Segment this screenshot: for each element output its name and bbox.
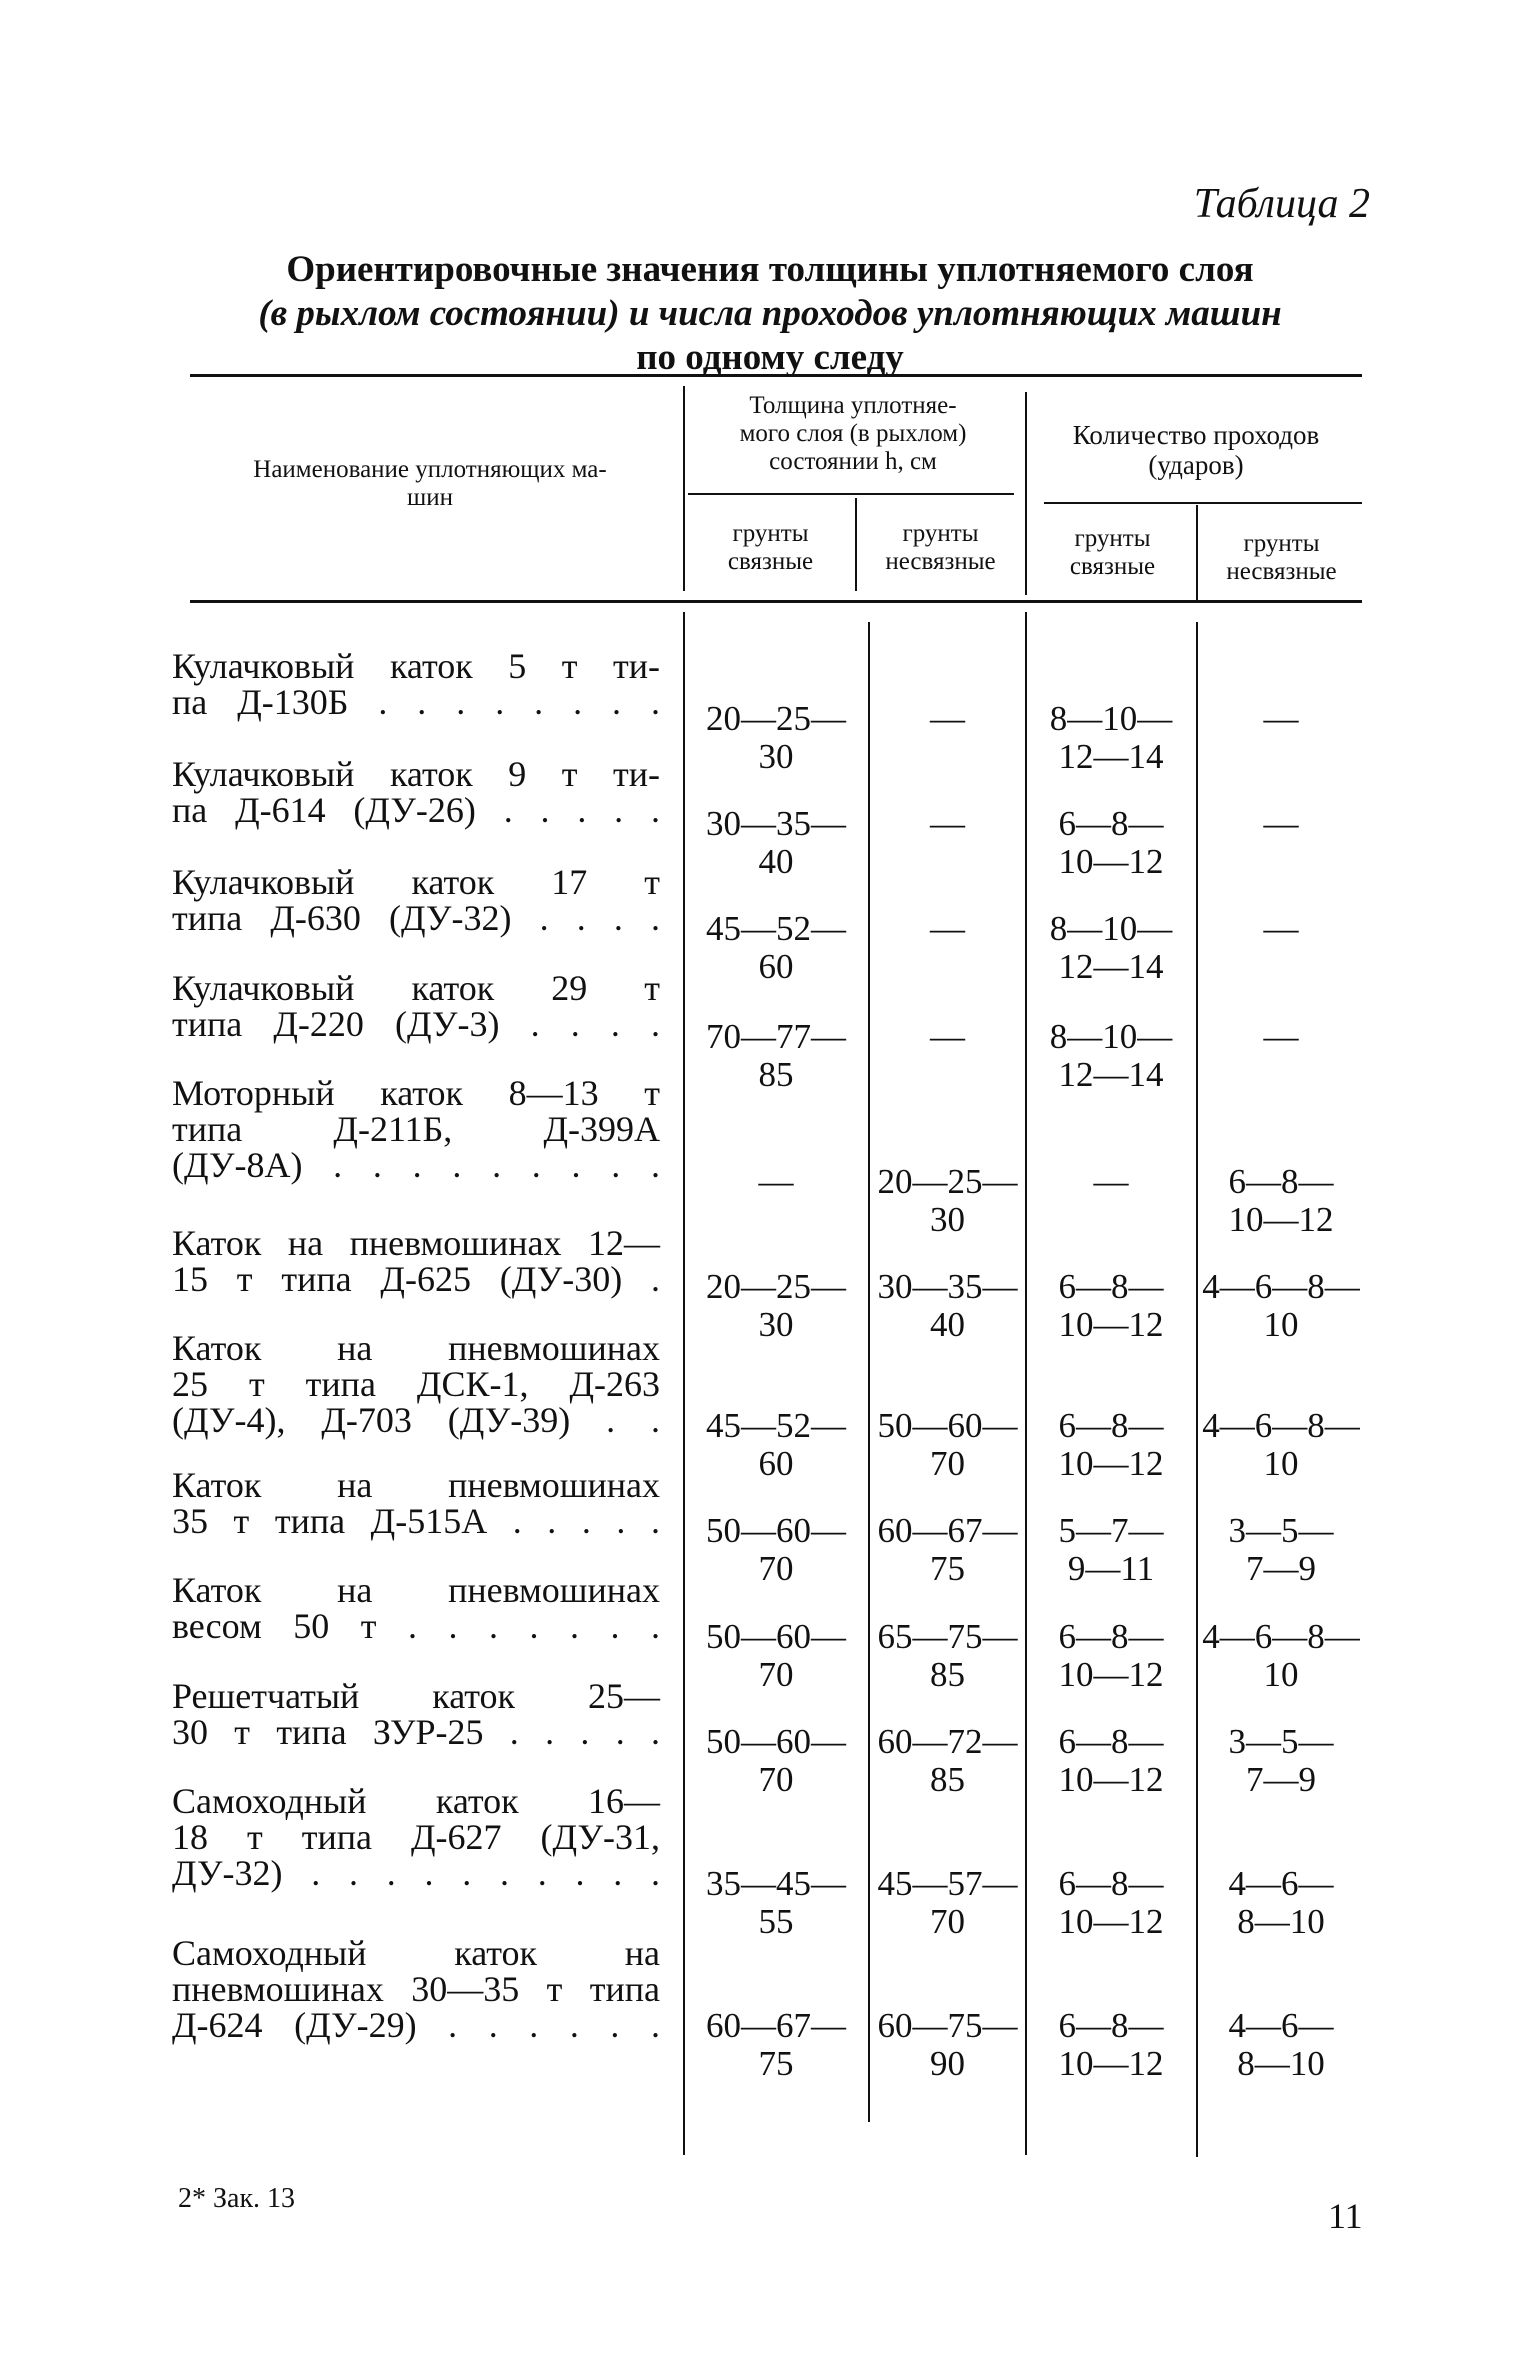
cell-thickness-cohesive bbox=[686, 1163, 866, 1201]
cell-value-line: 6—8— bbox=[1058, 1864, 1164, 1903]
machine-name-line: пневмошинах 30—35 т типа bbox=[172, 1969, 660, 2009]
cell-thickness-cohesive bbox=[686, 700, 866, 776]
cell-passes-noncohesive bbox=[1198, 1723, 1364, 1799]
cell-value-line: 60 bbox=[758, 1444, 794, 1483]
cell-value-line: 3—5— bbox=[1228, 1722, 1334, 1761]
title-line-3: по одному следу bbox=[636, 337, 904, 378]
cell-value-line: — bbox=[758, 1162, 794, 1201]
machine-name-line: Решетчатый каток 25— bbox=[172, 1676, 660, 1716]
cell-value-line: 7—9 bbox=[1246, 1760, 1316, 1799]
cell-passes-noncohesive bbox=[1198, 1268, 1364, 1344]
cell-value-line: 10—12 bbox=[1058, 1655, 1164, 1694]
cell-thickness-noncohesive bbox=[870, 2007, 1025, 2083]
machine-name-line: Самоходный каток на bbox=[172, 1933, 660, 1973]
header-thickness-cohesive bbox=[688, 520, 853, 576]
machine-name-line: Кулачковый каток 5 т ти- bbox=[172, 646, 660, 686]
machine-name-line: типа Д-630 (ДУ-32) . . . . bbox=[172, 898, 660, 938]
cell-passes-cohesive bbox=[1028, 1163, 1194, 1201]
machine-name bbox=[172, 1075, 660, 1183]
machine-name bbox=[172, 1678, 660, 1750]
machine-name-line: (ДУ-4), Д-703 (ДУ-39) . . bbox=[172, 1400, 660, 1440]
machine-name-line: Самоходный каток 16— bbox=[172, 1781, 660, 1821]
page-number: 11 bbox=[1328, 2196, 1363, 2236]
cell-value-line: 85 bbox=[930, 1760, 965, 1799]
cell-value-line: — bbox=[930, 909, 965, 948]
cell-value-line: 6—8— bbox=[1228, 1162, 1334, 1201]
cell-passes-cohesive bbox=[1028, 1407, 1194, 1483]
cell-value-line: 30 bbox=[930, 1200, 965, 1239]
machine-name bbox=[172, 756, 660, 828]
cell-thickness-cohesive bbox=[686, 1618, 866, 1694]
cell-thickness-cohesive bbox=[686, 1865, 866, 1941]
cell-thickness-cohesive bbox=[686, 1268, 866, 1344]
cell-value-line: 10—12 bbox=[1058, 2044, 1164, 2083]
table-top-rule bbox=[190, 374, 1362, 377]
cell-value-line: 8—10— bbox=[1049, 1017, 1173, 1056]
cell-passes-cohesive bbox=[1028, 1865, 1194, 1941]
passes-subheader-rule bbox=[1044, 502, 1362, 504]
cell-value-line: — bbox=[930, 1017, 965, 1056]
cell-value-line: 30 bbox=[758, 1305, 794, 1344]
cell-value-line: 60—72— bbox=[877, 1722, 1018, 1761]
cell-value-line: 6—8— bbox=[1058, 804, 1164, 843]
cell-value-line: — bbox=[930, 699, 965, 738]
header-divider-name bbox=[683, 386, 685, 591]
header-sub-line-2: связные bbox=[1069, 553, 1156, 580]
cell-value-line: 12—14 bbox=[1058, 737, 1164, 776]
cell-value-line: 60—67— bbox=[877, 1511, 1018, 1550]
cell-passes-cohesive bbox=[1028, 1512, 1194, 1588]
cell-thickness-noncohesive bbox=[870, 1163, 1025, 1239]
cell-passes-cohesive bbox=[1028, 910, 1194, 986]
machine-name-line: 30 т типа ЗУР-25 . . . . . bbox=[172, 1712, 660, 1752]
cell-thickness-noncohesive bbox=[870, 1618, 1025, 1694]
cell-value-line: 70—77— bbox=[706, 1017, 846, 1056]
cell-value-line: 30—35— bbox=[706, 804, 846, 843]
header-sub-line-1: грунты bbox=[1074, 525, 1151, 552]
header-divider-groups bbox=[1025, 392, 1027, 595]
cell-value-line: 70 bbox=[758, 1549, 794, 1588]
header-divider-thickness-sub bbox=[855, 498, 857, 591]
cell-value-line: 4—6—8— bbox=[1202, 1617, 1360, 1656]
header-sub-line-2: несвязные bbox=[885, 548, 996, 575]
cell-value-line: 55 bbox=[758, 1902, 794, 1941]
machine-name-line: па Д-130Б . . . . . . . . bbox=[172, 682, 660, 722]
machine-name-line: Кулачковый каток 29 т bbox=[172, 968, 660, 1008]
cell-passes-noncohesive bbox=[1198, 1618, 1364, 1694]
cell-value-line: 8—10 bbox=[1237, 2044, 1325, 2083]
cell-thickness-cohesive bbox=[686, 1723, 866, 1799]
header-thickness-noncohesive bbox=[858, 520, 1023, 576]
cell-value-line: 10 bbox=[1263, 1305, 1299, 1344]
machine-name-line: Каток на пневмошинах bbox=[172, 1465, 660, 1505]
cell-passes-noncohesive bbox=[1198, 910, 1364, 948]
header-thickness-line-3: состоянии h, см bbox=[769, 448, 937, 475]
cell-value-line: 65—75— bbox=[877, 1617, 1018, 1656]
cell-value-line: — bbox=[1263, 804, 1299, 843]
machine-name bbox=[172, 864, 660, 936]
cell-value-line: 60—67— bbox=[706, 2006, 846, 2045]
header-passes-group bbox=[1030, 420, 1362, 480]
cell-passes-cohesive bbox=[1028, 1618, 1194, 1694]
cell-thickness-cohesive bbox=[686, 1018, 866, 1094]
cell-value-line: 6—8— bbox=[1058, 1267, 1164, 1306]
cell-value-line: 10—12 bbox=[1228, 1200, 1334, 1239]
cell-passes-cohesive bbox=[1028, 700, 1194, 776]
machine-name-line: Каток на пневмошинах bbox=[172, 1328, 660, 1368]
cell-value-line: 6—8— bbox=[1058, 2006, 1164, 2045]
cell-passes-noncohesive bbox=[1198, 805, 1364, 843]
table-title bbox=[150, 248, 1390, 380]
machine-name bbox=[172, 1935, 660, 2043]
cell-value-line: 6—8— bbox=[1058, 1722, 1164, 1761]
header-sub-line-2: несвязные bbox=[1226, 558, 1337, 585]
machine-name-line: типа Д-211Б, Д-399А bbox=[172, 1109, 660, 1149]
cell-value-line: 70 bbox=[758, 1760, 794, 1799]
cell-passes-noncohesive bbox=[1198, 1865, 1364, 1941]
cell-value-line: 10—12 bbox=[1058, 1444, 1164, 1483]
cell-value-line: 50—60— bbox=[706, 1722, 846, 1761]
header-passes-line-2: (ударов) bbox=[1148, 450, 1244, 480]
cell-thickness-noncohesive bbox=[870, 1723, 1025, 1799]
cell-thickness-noncohesive bbox=[870, 1018, 1025, 1056]
machine-name bbox=[172, 970, 660, 1042]
machine-name-line: Кулачковый каток 9 т ти- bbox=[172, 754, 660, 794]
cell-value-line: 10—12 bbox=[1058, 1305, 1164, 1344]
cell-value-line: 4—6— bbox=[1228, 1864, 1334, 1903]
cell-value-line: — bbox=[1093, 1162, 1129, 1201]
cell-value-line: 50—60— bbox=[706, 1511, 846, 1550]
body-divider-1 bbox=[683, 612, 685, 2155]
cell-passes-cohesive bbox=[1028, 2007, 1194, 2083]
header-sub-line-2: связные bbox=[727, 548, 814, 575]
cell-thickness-noncohesive bbox=[870, 700, 1025, 738]
cell-passes-noncohesive bbox=[1198, 2007, 1364, 2083]
cell-value-line: 70 bbox=[930, 1444, 965, 1483]
cell-value-line: 85 bbox=[930, 1655, 965, 1694]
cell-thickness-noncohesive bbox=[870, 910, 1025, 948]
cell-value-line: 60 bbox=[758, 947, 794, 986]
cell-value-line: 5—7— bbox=[1058, 1511, 1164, 1550]
header-thickness-line-2: мого слоя (в рыхлом) bbox=[739, 420, 967, 447]
machine-name-line: Каток на пневмошинах 12— bbox=[172, 1223, 660, 1263]
cell-value-line: 8—10— bbox=[1049, 909, 1173, 948]
cell-passes-cohesive bbox=[1028, 1723, 1194, 1799]
cell-value-line: 30—35— bbox=[877, 1267, 1018, 1306]
table-label: Таблица 2 bbox=[1193, 181, 1370, 227]
machine-name bbox=[172, 1572, 660, 1644]
cell-value-line: 10—12 bbox=[1058, 1760, 1164, 1799]
cell-thickness-cohesive bbox=[686, 1512, 866, 1588]
cell-thickness-cohesive bbox=[686, 1407, 866, 1483]
header-divider-passes-sub bbox=[1196, 505, 1198, 600]
cell-value-line: 8—10— bbox=[1049, 699, 1173, 738]
cell-value-line: 75 bbox=[930, 1549, 965, 1588]
cell-thickness-noncohesive bbox=[870, 1512, 1025, 1588]
footer-note: 2* Зак. 13 bbox=[178, 2183, 296, 2214]
machine-name-line: 18 т типа Д-627 (ДУ-31, bbox=[172, 1817, 660, 1857]
cell-value-line: 20—25— bbox=[706, 699, 846, 738]
machine-name-line: типа Д-220 (ДУ-3) . . . . bbox=[172, 1004, 660, 1044]
cell-value-line: 10—12 bbox=[1058, 1902, 1164, 1941]
cell-value-line: 85 bbox=[758, 1055, 794, 1094]
cell-value-line: 7—9 bbox=[1246, 1549, 1316, 1588]
header-passes-cohesive bbox=[1030, 525, 1195, 581]
cell-value-line: 70 bbox=[930, 1902, 965, 1941]
header-name-line-2: шин bbox=[406, 484, 453, 511]
cell-value-line: 20—25— bbox=[706, 1267, 846, 1306]
header-passes-noncohesive bbox=[1199, 530, 1364, 586]
cell-value-line: 45—52— bbox=[706, 909, 846, 948]
cell-thickness-noncohesive bbox=[870, 805, 1025, 843]
cell-value-line: 30 bbox=[758, 737, 794, 776]
machine-name-line: (ДУ-8А) . . . . . . . . . bbox=[172, 1145, 660, 1185]
cell-thickness-noncohesive bbox=[870, 1407, 1025, 1483]
machine-name bbox=[172, 1330, 660, 1438]
cell-value-line: 75 bbox=[758, 2044, 794, 2083]
header-name-line-1: Наименование уплотняющих ма- bbox=[253, 456, 607, 483]
machine-name-line: Д-624 (ДУ-29) . . . . . . bbox=[172, 2005, 660, 2045]
cell-value-line: 10 bbox=[1263, 1655, 1299, 1694]
cell-value-line: 6—8— bbox=[1058, 1617, 1164, 1656]
header-sub-line-1: грунты bbox=[1243, 530, 1320, 557]
cell-value-line: 50—60— bbox=[706, 1617, 846, 1656]
cell-value-line: 4—6— bbox=[1228, 2006, 1334, 2045]
cell-value-line: 4—6—8— bbox=[1202, 1406, 1360, 1445]
cell-value-line: 9—11 bbox=[1067, 1549, 1155, 1588]
cell-value-line: — bbox=[930, 804, 965, 843]
cell-value-line: 40 bbox=[930, 1305, 965, 1344]
cell-thickness-noncohesive bbox=[870, 1865, 1025, 1941]
cell-passes-noncohesive bbox=[1198, 1407, 1364, 1483]
machine-name-line: Каток на пневмошинах bbox=[172, 1570, 660, 1610]
machine-name-line: Кулачковый каток 17 т bbox=[172, 862, 660, 902]
body-divider-3 bbox=[1025, 612, 1027, 2155]
cell-value-line: 45—52— bbox=[706, 1406, 846, 1445]
cell-passes-cohesive bbox=[1028, 805, 1194, 881]
machine-name-line: Моторный каток 8—13 т bbox=[172, 1073, 660, 1113]
cell-value-line: — bbox=[1263, 1017, 1299, 1056]
machine-name-line: па Д-614 (ДУ-26) . . . . . bbox=[172, 790, 660, 830]
cell-value-line: 3—5— bbox=[1228, 1511, 1334, 1550]
cell-thickness-noncohesive bbox=[870, 1268, 1025, 1344]
cell-value-line: 10—12 bbox=[1058, 842, 1164, 881]
cell-value-line: 50—60— bbox=[877, 1406, 1018, 1445]
cell-passes-noncohesive bbox=[1198, 1512, 1364, 1588]
machine-name bbox=[172, 1225, 660, 1297]
title-line-1: Ориентировочные значения толщины уплотняемого слоя bbox=[286, 249, 1254, 290]
cell-value-line: 4—6—8— bbox=[1202, 1267, 1360, 1306]
cell-passes-cohesive bbox=[1028, 1018, 1194, 1094]
machine-name-line: 15 т типа Д-625 (ДУ-30) . bbox=[172, 1259, 660, 1299]
header-passes-line-1: Количество проходов bbox=[1072, 420, 1320, 450]
cell-value-line: — bbox=[1263, 909, 1299, 948]
cell-value-line: 10 bbox=[1263, 1444, 1299, 1483]
cell-passes-noncohesive bbox=[1198, 700, 1364, 738]
cell-passes-noncohesive bbox=[1198, 1163, 1364, 1239]
cell-value-line: 90 bbox=[930, 2044, 965, 2083]
cell-value-line: 35—45— bbox=[706, 1864, 846, 1903]
machine-name-line: 35 т типа Д-515А . . . . . bbox=[172, 1501, 660, 1541]
cell-value-line: 60—75— bbox=[877, 2006, 1018, 2045]
cell-value-line: 8—10 bbox=[1237, 1902, 1325, 1941]
machine-name bbox=[172, 1783, 660, 1891]
machine-name-line: 25 т типа ДСК-1, Д-263 bbox=[172, 1364, 660, 1404]
machine-name bbox=[172, 1467, 660, 1539]
cell-value-line: 6—8— bbox=[1058, 1406, 1164, 1445]
cell-value-line: 12—14 bbox=[1058, 1055, 1164, 1094]
header-thickness-line-1: Толщина уплотняе- bbox=[749, 392, 957, 419]
header-thickness-group bbox=[688, 392, 1018, 476]
cell-value-line: — bbox=[1263, 699, 1299, 738]
thickness-subheader-rule bbox=[688, 493, 1014, 495]
cell-thickness-cohesive bbox=[686, 910, 866, 986]
cell-thickness-cohesive bbox=[686, 2007, 866, 2083]
machine-name bbox=[172, 648, 660, 720]
machine-name-line: весом 50 т . . . . . . . bbox=[172, 1606, 660, 1646]
header-name-column bbox=[190, 456, 670, 512]
cell-value-line: 40 bbox=[758, 842, 794, 881]
cell-passes-noncohesive bbox=[1198, 1018, 1364, 1056]
header-sub-line-1: грунты bbox=[732, 520, 809, 547]
header-sub-line-1: грунты bbox=[902, 520, 979, 547]
machine-name-line: ДУ-32) . . . . . . . . . . bbox=[172, 1853, 660, 1893]
cell-value-line: 45—57— bbox=[877, 1864, 1018, 1903]
title-line-2: (в рыхлом состоянии) и числа проходов уплотняющих машин bbox=[258, 293, 1282, 334]
cell-thickness-cohesive bbox=[686, 805, 866, 881]
cell-value-line: 12—14 bbox=[1058, 947, 1164, 986]
cell-value-line: 20—25— bbox=[877, 1162, 1018, 1201]
cell-passes-cohesive bbox=[1028, 1268, 1194, 1344]
header-bottom-rule bbox=[190, 600, 1362, 603]
cell-value-line: 70 bbox=[758, 1655, 794, 1694]
